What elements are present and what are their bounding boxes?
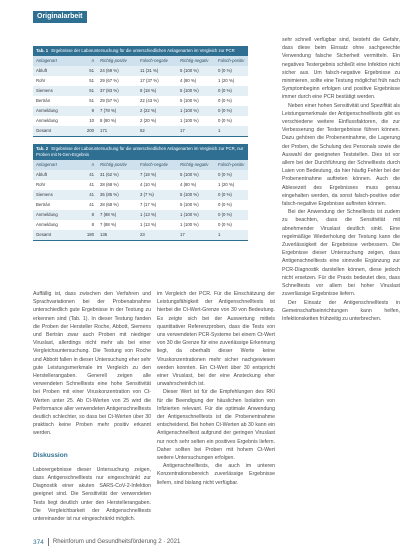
- table-cell: 23: [140, 232, 145, 237]
- table-cell: Anmeldung: [36, 212, 58, 217]
- header-cell: Falsch-negativ: [140, 58, 168, 63]
- table-cell: 5 (100 %): [180, 172, 199, 177]
- table-cell: 29 (67 %): [100, 78, 119, 83]
- table-cell: 41: [89, 182, 94, 187]
- header-cell: Falsch-negativ: [140, 162, 168, 167]
- table-1-caption-text: Ergebnisse der Laboruntersuchung für die unterschiedlichen Anlagenarten im Vergleich zur PCR: [51, 48, 235, 53]
- table-cell: Bertrán: [36, 202, 51, 207]
- table-cell: Siemens: [36, 88, 53, 93]
- table-cell: 41: [89, 202, 94, 207]
- table-1: [33, 46, 248, 137]
- table-row: [33, 200, 248, 210]
- header-cell: n: [91, 58, 94, 63]
- table-row: [33, 220, 248, 230]
- journal-title: Rheinforum und Gesundheitsförderung 2 · 2021: [52, 539, 181, 545]
- table-row: [33, 210, 248, 220]
- body-paragraph: sehr schnell verfügbar sind, besteht die Gefahr, dass diese beim Einsatz ohne sachgerechte Verwendung falsche Sicherheit vermitteln. Ein negatives Testergebnis schließt eine Infektion nicht sicher aus. Um falsch-negative Ergebnisse zu minimieren, sollte eine Testung möglichst früh nach Symptombeginn erfolgen und positive Ergebnisse immer durch eine PCR bestätigt werden.: [282, 37, 400, 101]
- table-row: [33, 106, 248, 116]
- table-cell: 1 (13 %): [140, 222, 157, 227]
- table-cell: 0 (0 %): [218, 172, 232, 177]
- footer-divider: [48, 538, 49, 546]
- table-cell: 28 (68 %): [100, 182, 119, 187]
- table-2: [33, 144, 248, 241]
- table-cell: 136: [100, 232, 108, 237]
- table-cell: Anmeldung: [36, 118, 58, 123]
- table-row: [33, 86, 248, 96]
- table-cell: Gesamt: [36, 128, 52, 133]
- table-cell: 17: [180, 232, 185, 237]
- table-cell: 1 (20 %): [218, 182, 235, 187]
- table-cell: 1 (13 %): [140, 212, 157, 217]
- table-1-body: [33, 66, 248, 137]
- body-paragraph: Der Einsatz der Antigenschnelltests in Gemeinschaftseinrichtungen kann helfen, Infektionsketten frühzeitig zu unterbrechen.: [282, 299, 400, 322]
- table-cell: 41: [89, 172, 94, 177]
- table-cell: 1 (20 %): [218, 78, 235, 83]
- table-cell: 200: [86, 128, 94, 133]
- table-cell: 0 (0 %): [218, 68, 232, 73]
- table-row: [33, 76, 248, 86]
- table-cell: 31 (62 %): [100, 172, 119, 177]
- body-paragraph: Antigenschnelltests, die auch im unteren Konzentrationsbereich zuverlässige Ergebnisse liefern, sind bislang nicht verfügbar.: [157, 463, 275, 486]
- table-cell: Gesamt: [36, 232, 52, 237]
- table-2-caption: [33, 144, 248, 160]
- table-cell: 51: [89, 88, 94, 93]
- table-cell: 0 (0 %): [218, 88, 232, 93]
- header-cell: Falsch-positiv: [218, 162, 245, 167]
- table-cell: Anmeldung: [36, 108, 58, 113]
- table-cell: 171: [100, 128, 108, 133]
- table-cell: 8 (80 %): [100, 118, 117, 123]
- table-cell: 8: [91, 222, 94, 227]
- table-cell: Anmeldung: [36, 222, 58, 227]
- table-cell: 51: [89, 68, 94, 73]
- table-cell: 5 (100 %): [180, 202, 199, 207]
- body-paragraph: Auffällig ist, dass zwischen den Verfahren und Sprachvariationen bei der Probenabnahme unterschiedlich gute Ergebnisse in der Testung zu erkennen sind (Tab. 1). In dieser Testung fanden die Proben der Hersteller Roche, Abbott, Siemens und Bertrán zwar auch Proben mit niedriger Viruslast, allerdings nicht mehr als bei einer Vergleichsuntersuchung. Die Testung von Roche und Abbott fallen in dieser Untersuchung eher sehr gute Leistungsmerkmale im Vergleich zu den Herstellerangaben. Generell zeigen alle verwendeten Schnelltests eine hohe Sensitivität bei Proben mit einer Viruskonzentration von Ct-Werten unter 25. Ab Ct-Werten von 25 wird die Performance aller verwendeten Antigenschnelltests deutlich schlechter, so dass bei Ct-Werten über 30 praktisch keine Proben mehr positiv erkannt werden.: [33, 291, 151, 437]
- table-cell: 10: [89, 118, 94, 123]
- table-cell: 28 (68 %): [100, 202, 119, 207]
- table-cell: 9: [91, 108, 94, 113]
- header-cell: Richtig-negativ: [180, 58, 209, 63]
- header-cell: Anlagenart: [36, 58, 57, 63]
- table-cell: 7 (78 %): [100, 108, 117, 113]
- table-cell: 7 (17 %): [140, 202, 157, 207]
- table-cell: 0 (0 %): [218, 98, 232, 103]
- table-cell: 1 (100 %): [180, 222, 199, 227]
- table-cell: 51: [89, 78, 94, 83]
- table-cell: 24 (69 %): [100, 68, 119, 73]
- table-cell: 5 (100 %): [180, 68, 199, 73]
- table-cell: 1 (100 %): [180, 118, 199, 123]
- table-row: [33, 180, 248, 190]
- table-cell: 5 (100 %): [180, 88, 199, 93]
- table-cell: 17: [180, 128, 185, 133]
- table-cell: 51: [89, 98, 94, 103]
- table-2-body: [33, 170, 248, 241]
- table-cell: Rohr: [36, 78, 46, 83]
- table-row: [33, 230, 248, 241]
- table-row: [33, 126, 248, 137]
- table-cell: 0 (0 %): [218, 192, 232, 197]
- table-cell: 29 (57 %): [100, 98, 119, 103]
- header-cell: Richtig-negativ: [180, 162, 209, 167]
- table-cell: 0 (0 %): [218, 202, 232, 207]
- table-cell: 1 (100 %): [180, 108, 199, 113]
- table-cell: 4 (80 %): [180, 78, 197, 83]
- table-cell: Siemens: [36, 192, 53, 197]
- table-cell: 3 (7 %): [140, 192, 154, 197]
- section-heading: Diskussion: [33, 451, 68, 459]
- text-column-right: [282, 36, 400, 530]
- table-cell: 2 (22 %): [140, 108, 157, 113]
- table-cell: 0 (0 %): [218, 212, 232, 217]
- table-cell: 11 (31 %): [140, 68, 159, 73]
- table-cell: 4 (10 %): [140, 182, 157, 187]
- header-cell: Falsch-positiv: [218, 58, 245, 63]
- header-cell: Richtig-positiv: [100, 162, 127, 167]
- table-cell: 8: [91, 212, 94, 217]
- page-footer: [33, 538, 180, 546]
- table-cell: 4 (80 %): [180, 182, 197, 187]
- table-cell: 8 (18 %): [140, 88, 157, 93]
- table-cell: 0 (0 %): [218, 222, 232, 227]
- table-cell: Abluft: [36, 68, 47, 73]
- header-cell: Richtig-positiv: [100, 58, 127, 63]
- table-cell: Abluft: [36, 172, 47, 177]
- table-cell: Rohr: [36, 182, 46, 187]
- table-2-header: [33, 160, 248, 170]
- table-cell: 5 (100 %): [180, 98, 199, 103]
- section-badge: Originalarbeit: [33, 11, 87, 23]
- table-cell: 7 (18 %): [140, 172, 157, 177]
- text-column-middle: [157, 290, 275, 530]
- body-paragraph: im Vergleich der PCR. Für die Einschätzung der Leistungsfähigkeit der Antigenschnelltests ist hierbei die Ct-Wert-Grenze von 30 von Bedeutung. Es zeigte sich bei der Auswertung mittels quantitativer Referenzproben, dass die Tests von uns verwendeten PCR-Systeme bei einem Ct-Wert von 30 die Grenze für eine zuverlässige Erkennung liegt, da oberhalb dieser Werte keine Viruskonzentrationen mehr sicher nachgewiesen werden konnten. Ein Ct-Wert über 30 entspricht einer Viruslast, bei der eine Ansteckung eher unwahrscheinlich ist.: [157, 291, 275, 388]
- page-number: 374: [33, 538, 44, 546]
- table-row: [33, 190, 248, 200]
- table-cell: 0 (0 %): [218, 108, 232, 113]
- table-cell: 180: [86, 232, 94, 237]
- body-paragraph: Bei der Anwendung der Schnelltests ist zudem zu beachten, dass die Sensitivität mit abnehmender Viruslast deutlich sinkt. Eine regelmäßige Wiederholung der Testung kann die Zuverlässigkeit der Ergebnisse verbessern. Die Ergebnisse dieser Untersuchung zeigen, dass Antigenschnelltests eine sinnvolle Ergänzung zur PCR-Diagnostik darstellen können, diese jedoch nicht ersetzen. Für die Praxis bedeutet dies, dass Schnelltests vor allem bei hoher Viruslast zuverlässige Ergebnisse liefern.: [282, 209, 400, 298]
- table-cell: 1: [218, 232, 221, 237]
- table-cell: 5 (100 %): [180, 192, 199, 197]
- table-cell: 37 (83 %): [100, 88, 119, 93]
- table-cell: 17 (37 %): [140, 78, 159, 83]
- body-paragraph: Dieser Wert ist für die Empfehlungen des RKI für die Beendigung der häuslichen Isolation von Infizierten relevant. Für die optimale Anwendung der Antigenschnelltests ist die Probenentnahme entscheidend. Bei hohen Ct-Werten ab 30 kann ein Antigenschnelltest aufgrund der geringen Viruslast nur noch sehr selten ein positives Ergebnis liefern. Daher sollten bei Proben mit hohem Ct-Wert weitere Untersuchungen erfolgen.: [157, 389, 275, 462]
- table-cell: 41: [89, 192, 94, 197]
- table-1-caption: [33, 46, 248, 56]
- table-2-label: Tab. 2: [36, 146, 49, 151]
- table-cell: 52: [140, 128, 145, 133]
- table-cell: 2 (20 %): [140, 118, 157, 123]
- table-cell: 22 (43 %): [140, 98, 159, 103]
- table-2-caption-text: Ergebnisse der Laboruntersuchung für die unterschiedlichen Anlagenarten im Vergleich zur PCR, nur Proben mit N-Gen-Ergebnis: [36, 146, 244, 157]
- table-cell: 0 (0 %): [218, 118, 232, 123]
- table-cell: 7 (88 %): [100, 212, 117, 217]
- table-cell: 35 (85 %): [100, 192, 119, 197]
- table-cell: 1 (100 %): [180, 212, 199, 217]
- table-1-label: Tab. 1: [36, 48, 49, 53]
- header-cell: n: [91, 162, 94, 167]
- table-row: [33, 116, 248, 126]
- header-cell: Anlagenart: [36, 162, 57, 167]
- table-row: [33, 170, 248, 180]
- table-cell: Bertrán: [36, 98, 51, 103]
- table-1-header: [33, 56, 248, 66]
- body-paragraph: Laborergebnisse dieser Untersuchung zeigen, dass Antigenschnelltests nur eingeschränkt zur Diagnostik einer akuten SARS-CoV-2-Infektion geeignet sind. Die Sensitivität der verwendeten Tests liegt deutlich unter den Herstellerangaben. Die Vergleichbarkeit der Antigenschnelltests untereinander ist nur eingeschränkt möglich.: [33, 466, 151, 523]
- table-cell: 1: [218, 128, 221, 133]
- table-row: [33, 96, 248, 106]
- body-paragraph: Neben einer hohen Sensitivität und Spezifität als Leistungsmerkmale der Antigenschnelltests gibt es verschiedene weitere Einflussfaktoren, die zur Verbesserung der Testergebnisse führen können. Dazu gehören die Probenentnahme, die Lagerung der Proben, die Schulung des Personals sowie die Auswahl der geeigneten Teststellen. Dies ist vor allem bei der Durchführung der Schnelltests durch Laien von Bedeutung, da hier häufig Fehler bei der Probenentnahme auftreten können. Auch die Ablesezeit des Ergebnisses muss genau eingehalten werden, da sonst falsch-positive oder falsch-negative Ergebnisse auftreten können.: [282, 102, 400, 208]
- table-cell: 7 (88 %): [100, 222, 117, 227]
- table-row: [33, 66, 248, 76]
- text-column-left: [33, 290, 151, 530]
